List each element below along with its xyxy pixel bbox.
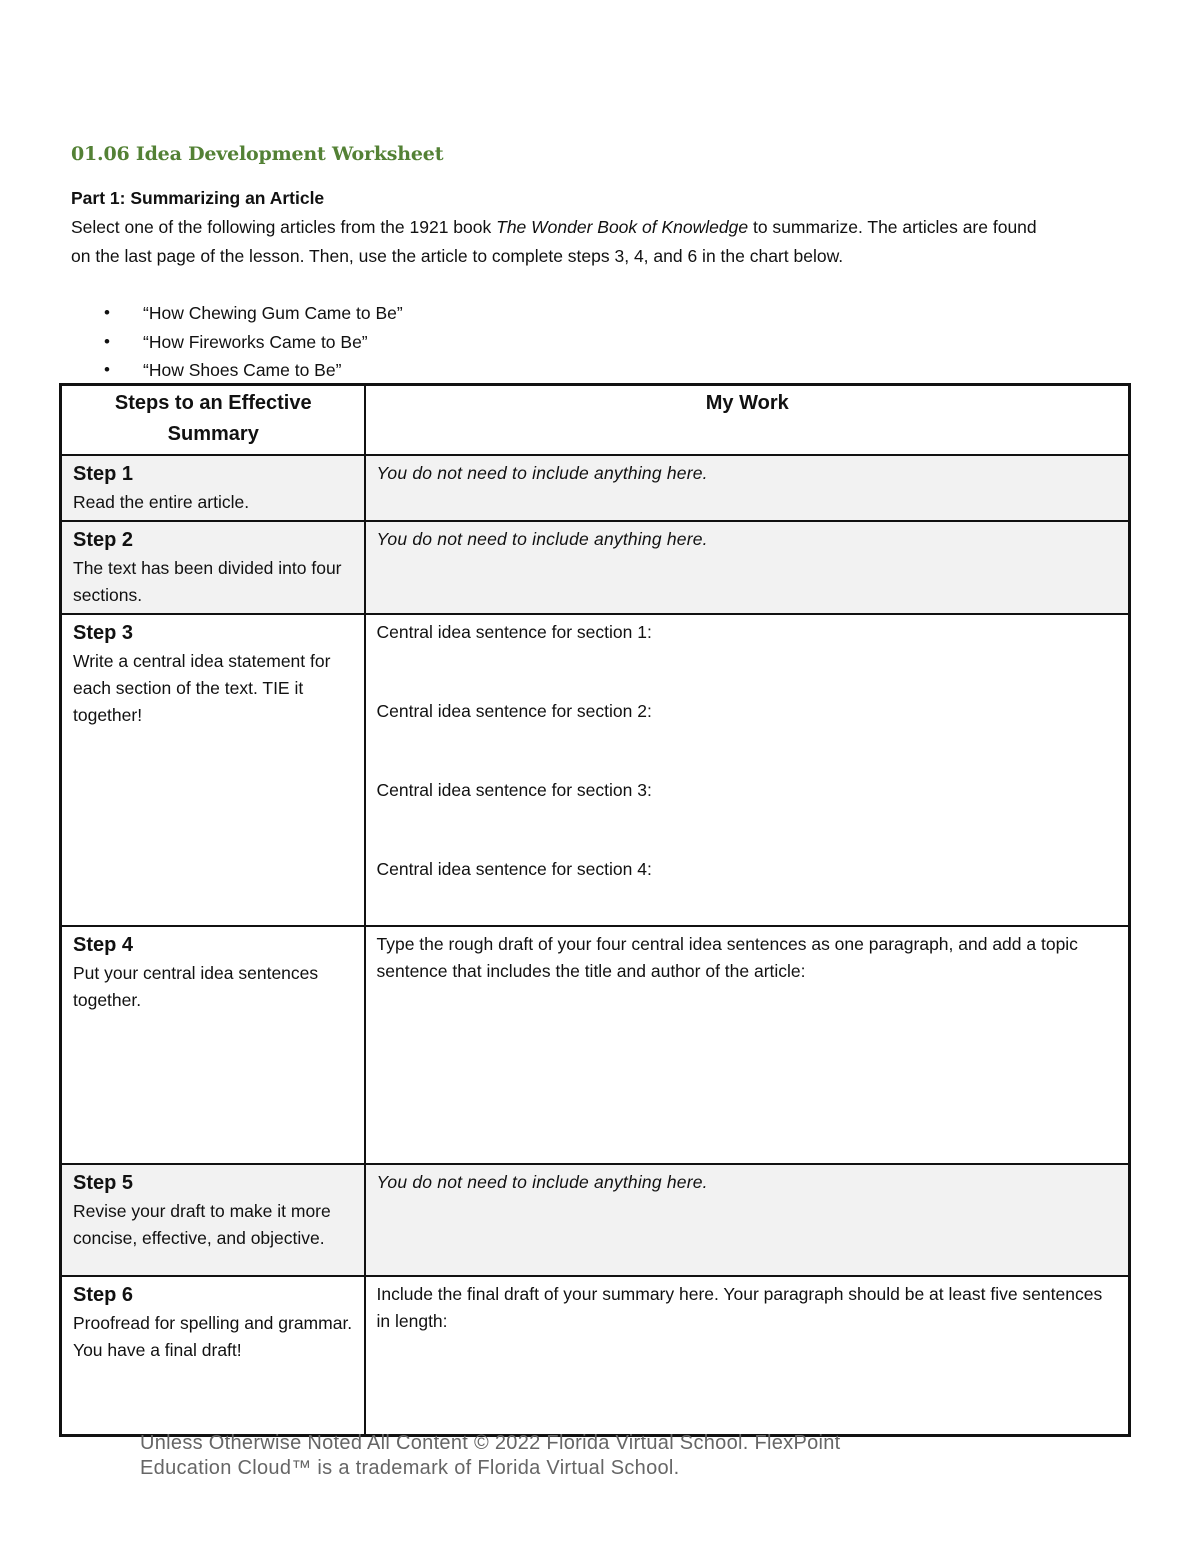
step-cell [61, 926, 365, 1164]
step-row-2 [61, 521, 1130, 614]
central-idea-prompt-2: Central idea sentence for section 2: [376, 701, 652, 721]
summary-steps-table [59, 383, 1131, 1437]
step-cell [61, 455, 365, 521]
step-cell [61, 614, 365, 926]
work-note: You do not need to include anything here. [376, 529, 708, 549]
instructions-text-end: to summarize. The articles are found on the last page of the lesson. Then, use the article to complete steps 3, 4, and 6 in the chart below. [71, 217, 1037, 266]
work-cell[interactable] [365, 1164, 1130, 1276]
work-cell[interactable] [365, 926, 1130, 1164]
central-idea-prompt-1: Central idea sentence for section 1: [376, 622, 652, 642]
header-my-work: My Work [365, 385, 1130, 456]
step-row-3 [61, 614, 1130, 926]
header-steps: Steps to an Effective Summary [61, 385, 365, 456]
step-row-1 [61, 455, 1130, 521]
central-idea-prompt-4: Central idea sentence for section 4: [376, 859, 652, 879]
step-cell [61, 1276, 365, 1435]
article-option-label: “How Chewing Gum Came to Be” [143, 303, 403, 323]
step-row-6 [61, 1276, 1130, 1435]
bullet-icon: • [104, 331, 110, 351]
step-row-4 [61, 926, 1130, 1164]
step-title: Step 4 [73, 934, 134, 956]
table-header-row [61, 385, 1130, 456]
step-cell [61, 1164, 365, 1276]
book-title: The Wonder Book of Knowledge [496, 217, 749, 237]
footer-line-1: Unless Otherwise Noted All Content © 2022 Florida Virtual School. FlexPoint [140, 1432, 841, 1454]
article-option-label: “How Fireworks Came to Be” [143, 331, 368, 352]
step-row-5 [61, 1164, 1130, 1276]
step-title: Step 5 [73, 1172, 134, 1194]
work-cell[interactable] [365, 521, 1130, 614]
instructions-text-start: Select one of the following articles from the 1921 book [71, 217, 497, 237]
step-title: Step 1 [73, 463, 134, 485]
instructions-paragraph [71, 213, 1051, 271]
article-list [71, 299, 403, 385]
article-option [71, 299, 403, 328]
step-title: Step 3 [73, 622, 134, 644]
step-description: Write a central idea statement for each section of the text. TIE it together! [73, 651, 331, 725]
step-title: Step 2 [73, 529, 134, 551]
copyright-footer [140, 1431, 841, 1481]
work-cell[interactable] [365, 455, 1130, 521]
worksheet-title: 01.06 Idea Development Worksheet [71, 143, 444, 165]
work-cell[interactable] [365, 1276, 1130, 1435]
article-option-label: “How Shoes Came to Be” [143, 360, 342, 380]
step-description: Put your central idea sentences together. [73, 963, 319, 1010]
work-cell[interactable] [365, 614, 1130, 926]
work-prompt: Include the final draft of your summary here. Your paragraph should be at least five sentences in length: [376, 1284, 1103, 1331]
step-cell [61, 521, 365, 614]
step-description: Read the entire article. [73, 492, 250, 512]
article-option [71, 356, 403, 385]
work-note: You do not need to include anything here. [376, 463, 708, 483]
bullet-icon: • [104, 360, 110, 379]
step-description: Proofread for spelling and grammar. You have a final draft! [73, 1313, 353, 1360]
work-note: You do not need to include anything here. [376, 1172, 708, 1192]
step-title: Step 6 [73, 1284, 134, 1306]
central-idea-prompt-3: Central idea sentence for section 3: [376, 780, 652, 800]
step-description: Revise your draft to make it more concise, effective, and objective. [73, 1201, 331, 1248]
step-description: The text has been divided into four sections. [73, 558, 342, 605]
part-heading: Part 1: Summarizing an Article [71, 188, 325, 208]
bullet-icon: • [104, 303, 110, 322]
work-prompt: Type the rough draft of your four central idea sentences as one paragraph, and add a topic sentence that includes the title and author of the article: [376, 934, 1078, 981]
footer-line-2: Education Cloud™ is a trademark of Florida Virtual School. [140, 1457, 680, 1479]
article-option [71, 328, 403, 357]
